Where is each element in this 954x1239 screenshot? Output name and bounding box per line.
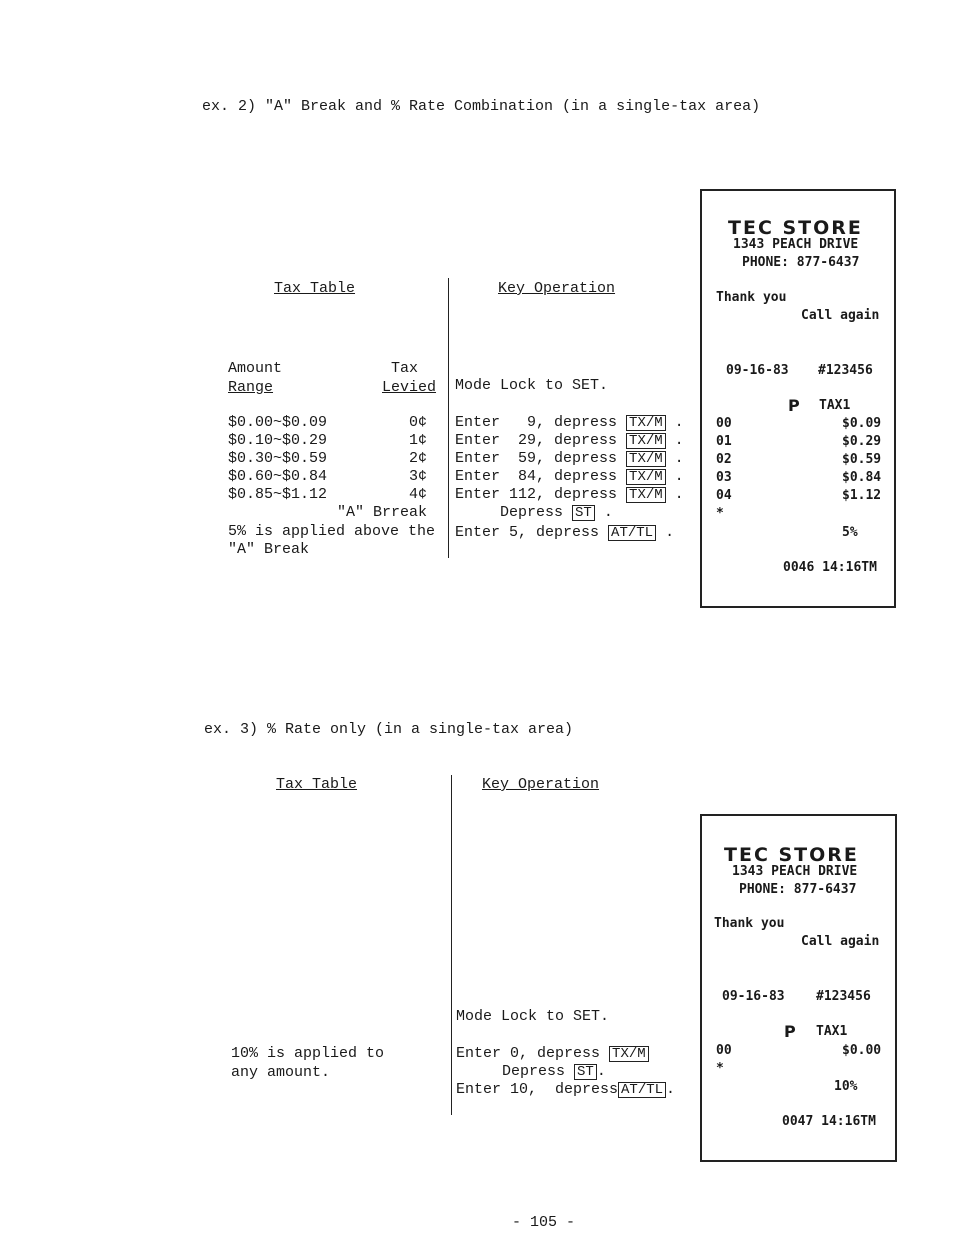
tx-m-key: TX/M	[626, 487, 666, 503]
step-end: .	[596, 1063, 606, 1080]
ex2-a-break-label: "A" Brreak	[337, 504, 428, 521]
step-text: Depress	[502, 1063, 566, 1080]
ex2-col-amount: Amount	[228, 360, 283, 377]
ex2-col-range: Range	[228, 379, 274, 396]
ex3-applied-note-1: 10% is applied to	[231, 1045, 385, 1062]
ex2-enter-step	[455, 468, 684, 485]
ex2-tax-table-header: Tax Table	[274, 280, 356, 297]
ex2-enter-step	[455, 486, 684, 503]
ex2-depress-st	[500, 504, 613, 521]
receipt-footer: 0047 14:16TM	[782, 1114, 876, 1129]
ex2-col-levied: Levied	[382, 379, 437, 396]
ex2-key-operation-header: Key Operation	[498, 280, 616, 297]
step-end: .	[674, 486, 684, 503]
ex2-enter-step	[455, 414, 684, 431]
ex3-enter-rate	[456, 1081, 675, 1098]
receipt-line-amount: $0.29	[842, 434, 882, 449]
ex3-tax-table-header: Tax Table	[276, 776, 358, 793]
ex2-range: $0.85~$1.12	[228, 486, 328, 503]
step-text: Depress	[500, 504, 564, 521]
ex2-levied: 4¢	[409, 486, 428, 503]
tx-m-key: TX/M	[626, 469, 666, 485]
at-tl-key: AT/TL	[618, 1082, 666, 1098]
ex3-receipt	[700, 814, 897, 1162]
step-end: .	[674, 432, 684, 449]
step-end: .	[674, 450, 684, 467]
receipt-phone: PHONE: 877-6437	[742, 255, 860, 270]
receipt-thank-you: Thank you	[716, 290, 787, 305]
receipt-line-amount: $0.00	[842, 1043, 882, 1058]
receipt-call-again: Call again	[801, 308, 880, 323]
receipt-rate: 5%	[842, 525, 858, 540]
step-text: Enter 59, depress	[455, 450, 618, 467]
step-text: Enter 0, depress	[456, 1045, 601, 1062]
st-key: ST	[574, 1064, 597, 1080]
receipt-phone: PHONE: 877-6437	[739, 882, 857, 897]
receipt-rate: 10%	[834, 1079, 858, 1094]
ex3-mode-lock: Mode Lock to SET.	[456, 1008, 610, 1025]
receipt-call-again: Call again	[801, 934, 880, 949]
ex2-levied: 3¢	[409, 468, 428, 485]
receipt-store-name: TEC STORE	[728, 217, 863, 239]
receipt-address: 1343 PEACH DRIVE	[733, 237, 859, 252]
ex3-depress-st	[502, 1063, 606, 1080]
step-text: Enter 112, depress	[455, 486, 618, 503]
receipt-thank-you: Thank you	[714, 916, 785, 931]
step-end: .	[666, 1081, 676, 1098]
tx-m-key: TX/M	[609, 1046, 649, 1062]
ex3-divider	[451, 775, 452, 1115]
ex2-range: $0.60~$0.84	[228, 468, 328, 485]
step-end: .	[674, 414, 684, 431]
ex2-range: $0.00~$0.09	[228, 414, 328, 431]
ex2-mode-lock: Mode Lock to SET.	[455, 377, 609, 394]
receipt-line-code: 04	[716, 488, 732, 503]
receipt-line-code: 01	[716, 434, 732, 449]
ex2-enter-step	[455, 450, 684, 467]
ex3-title: ex. 3) % Rate only (in a single-tax area)	[204, 721, 574, 738]
ex2-levied: 0¢	[409, 414, 428, 431]
step-text: Enter 9, depress	[455, 414, 618, 431]
receipt-date: 09-16-83	[722, 989, 785, 1004]
tx-m-key: TX/M	[626, 433, 666, 449]
step-text: Enter 5, depress	[455, 524, 600, 541]
ex2-levied: 2¢	[409, 450, 428, 467]
ex2-range: $0.10~$0.29	[228, 432, 328, 449]
receipt-address: 1343 PEACH DRIVE	[732, 864, 858, 879]
tx-m-key: TX/M	[626, 451, 666, 467]
ex3-applied-note-2: any amount.	[231, 1064, 331, 1081]
receipt-star: *	[716, 506, 724, 521]
receipt-line-code: 00	[716, 1043, 732, 1058]
receipt-line-code: 03	[716, 470, 732, 485]
receipt-star: *	[716, 1061, 724, 1076]
ex2-levied: 1¢	[409, 432, 428, 449]
receipt-line-code: 00	[716, 416, 732, 431]
ex2-col-tax: Tax	[391, 360, 419, 377]
ex2-divider	[448, 278, 449, 558]
receipt-date: 09-16-83	[726, 363, 789, 378]
ex2-receipt	[700, 189, 896, 608]
step-text: Enter 10, depress	[456, 1081, 619, 1098]
receipt-number: #123456	[818, 363, 873, 378]
receipt-tax-label: TAX1	[819, 398, 851, 413]
ex2-title: ex. 2) "A" Break and % Rate Combination (in a single-tax area)	[202, 98, 761, 115]
receipt-p-symbol: P	[788, 396, 800, 415]
receipt-number: #123456	[816, 989, 871, 1004]
receipt-store-name: TEC STORE	[724, 844, 859, 866]
step-end: .	[674, 468, 684, 485]
receipt-p-symbol: P	[784, 1022, 796, 1041]
step-end: .	[603, 504, 613, 521]
at-tl-key: AT/TL	[608, 525, 656, 541]
ex3-key-operation-header: Key Operation	[482, 776, 600, 793]
ex2-enter-rate	[455, 524, 674, 541]
receipt-line-amount: $0.84	[842, 470, 882, 485]
receipt-line-amount: $0.59	[842, 452, 882, 467]
receipt-line-code: 02	[716, 452, 732, 467]
page-number: - 105 -	[512, 1214, 576, 1231]
ex2-enter-step	[455, 432, 684, 449]
tx-m-key: TX/M	[626, 415, 666, 431]
ex3-enter-zero	[456, 1045, 649, 1062]
receipt-footer: 0046 14:16TM	[783, 560, 877, 575]
receipt-tax-label: TAX1	[816, 1024, 848, 1039]
st-key: ST	[572, 505, 595, 521]
ex2-percent-note-2: "A" Break	[228, 541, 310, 558]
step-end: .	[665, 524, 675, 541]
receipt-line-amount: $0.09	[842, 416, 882, 431]
receipt-line-amount: $1.12	[842, 488, 882, 503]
ex2-percent-note-1: 5% is applied above the	[228, 523, 436, 540]
step-text: Enter 84, depress	[455, 468, 618, 485]
ex2-range: $0.30~$0.59	[228, 450, 328, 467]
step-text: Enter 29, depress	[455, 432, 618, 449]
